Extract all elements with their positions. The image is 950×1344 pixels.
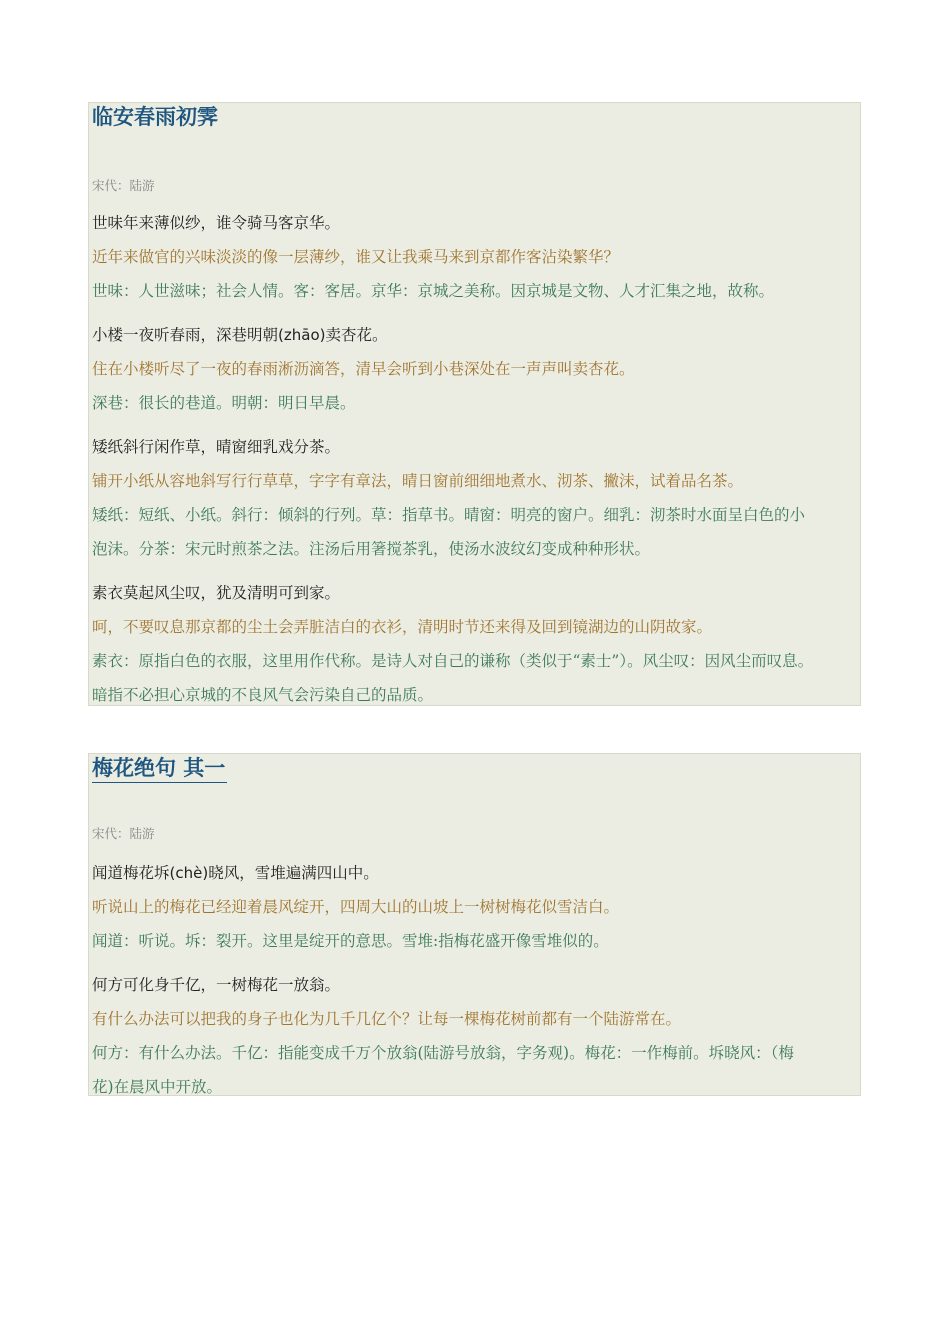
note-line: 泡沫。分茶：宋元时煎茶之法。注汤后用箸搅茶乳，使汤水波纹幻变成种种形状。 (92, 540, 651, 558)
translation-line: 住在小楼听尽了一夜的春雨淅沥滴答，清早会听到小巷深处在一声声叫卖杏花。 (92, 360, 635, 378)
note-line: 深巷：很长的巷道。明朝：明日早晨。 (92, 394, 356, 412)
stanza (92, 430, 882, 566)
translation-line: 呵，不要叹息那京都的尘土会弄脏洁白的衣衫，清明时节还来得及回到镜湖边的山阴故家。 (92, 618, 713, 636)
poem-card (88, 102, 861, 706)
note-line: 世味：人世滋味；社会人情。客：客居。京华：京城之美称。因京城是文物、人才汇集之地，故称。 (92, 282, 775, 300)
original-line: 素衣莫起风尘叹，犹及清明可到家。 (92, 584, 341, 602)
pinyin-annotation: (zhāo) (278, 326, 326, 344)
stanza (92, 856, 882, 958)
original-line: 小楼一夜听春雨，深巷明朝(zhāo)卖杏花。 (92, 326, 388, 344)
poem-title: 梅花绝句 其一 (92, 754, 227, 783)
stanza (92, 318, 882, 420)
note-line: 闻道：听说。坼：裂开。这里是绽开的意思。雪堆:指梅花盛开像雪堆似的。 (92, 932, 609, 950)
original-line: 世味年来薄似纱，谁令骑马客京华。 (92, 214, 341, 232)
original-line: 矮纸斜行闲作草，晴窗细乳戏分茶。 (92, 438, 341, 456)
note-line: 花)在晨风中开放。 (92, 1078, 223, 1096)
stanza (92, 968, 882, 1104)
note-line: 暗指不必担心京城的不良风气会污染自己的品质。 (92, 686, 434, 704)
note-line: 何方：有什么办法。千亿：指能变成千万个放翁(陆游号放翁，字务观)。梅花：一作梅前。坼晓风：（梅 (92, 1044, 794, 1062)
pinyin-annotation: (chè) (169, 864, 209, 882)
stanza (92, 206, 882, 308)
original-line: 何方可化身千亿，一树梅花一放翁。 (92, 976, 341, 994)
translation-line: 近年来做官的兴味淡淡的像一层薄纱，谁又让我乘马来到京都作客沾染繁华？ (92, 248, 620, 266)
translation-line: 听说山上的梅花已经迎着晨风绽开，四周大山的山坡上一树树梅花似雪洁白。 (92, 898, 620, 916)
poem-card (88, 753, 861, 1096)
poem-title: 临安春雨初霁 (92, 104, 218, 129)
original-line: 闻道梅花坼(chè)晓风，雪堆遍满四山中。 (92, 864, 379, 882)
poem-author: 宋代：陆游 (92, 826, 155, 841)
translation-line: 铺开小纸从容地斜写行行草草，字字有章法，晴日窗前细细地煮水、沏茶、撇沫，试着品名茶。 (92, 472, 744, 490)
poem-author: 宋代：陆游 (92, 178, 155, 193)
note-line: 素衣：原指白色的衣服，这里用作代称。是诗人对自己的谦称（类似于“素士”）。风尘叹：因风尘而叹息。 (92, 652, 814, 670)
stanza (92, 576, 882, 712)
translation-line: 有什么办法可以把我的身子也化为几千几亿个？让每一棵梅花树前都有一个陆游常在。 (92, 1010, 682, 1028)
note-line: 矮纸：短纸、小纸。斜行：倾斜的行列。草：指草书。晴窗：明亮的窗户。细乳：沏茶时水面呈白色的小 (92, 506, 806, 524)
